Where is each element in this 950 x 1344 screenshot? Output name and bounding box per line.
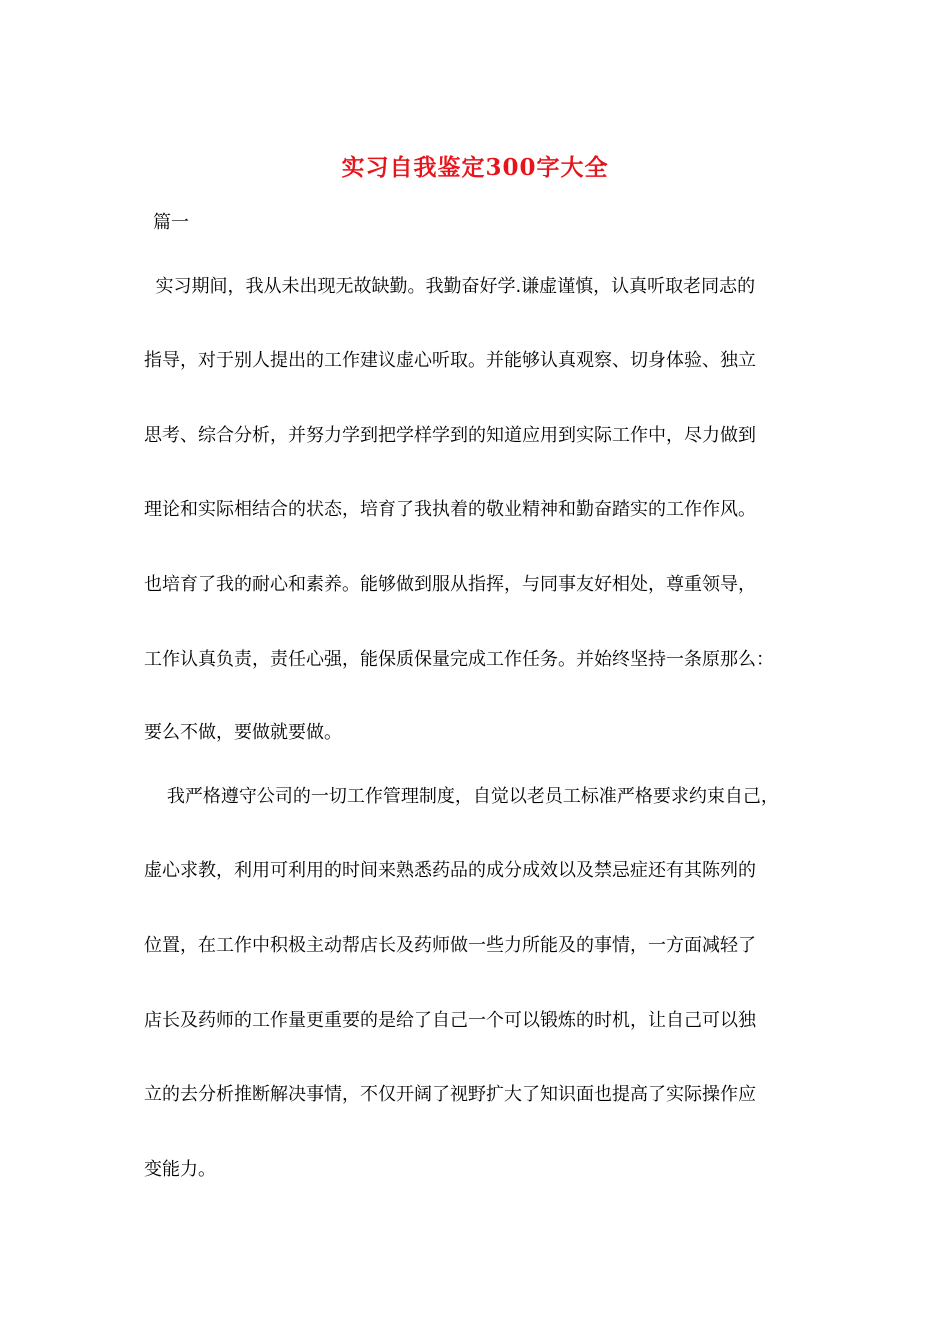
paragraph-line: 也培育了我的耐心和素养。能够做到服从指挥，与同事友好相处，尊重领导， [144,574,756,595]
paragraph-line: 指导，对于别人提出的工作建议虚心听取。并能够认真观察、切身体验、独立 [144,350,756,371]
paragraph-line: 理论和实际相结合的状态，培育了我执着的敬业精神和勤奋踏实的工作作风。 [144,499,756,520]
paragraph-line: 店长及药师的工作量更重要的是给了自己一个可以锻炼的时机，让自己可以独 [144,1010,756,1031]
paragraph-line: 实习期间，我从未出现无故缺勤。我勤奋好学.谦虚谨慎，认真听取老同志的 [144,276,756,297]
section-heading: 篇一 [153,212,189,233]
paragraph-line: 工作认真负责，责任心强，能保质保量完成工作任务。并始终坚持一条原那么： [144,649,774,670]
paragraph-line: 要么不做，要做就要做。 [144,722,342,743]
paragraph-line: 立的去分析推断解决事情，不仅开阔了视野扩大了知识面也提高了实际操作应 [144,1084,756,1105]
paragraph-line: 思考、综合分析，并努力学到把学样学到的知道应用到实际工作中，尽力做到 [144,425,756,446]
paragraph-line: 变能力。 [144,1159,216,1180]
paragraph-line: 位置，在工作中积极主动帮店长及药师做一些力所能及的事情，一方面减轻了 [144,935,756,956]
paragraph-line: 我严格遵守公司的一切工作管理制度，自觉以老员工标准严格要求约束自己， [144,786,779,807]
paragraph-line: 虚心求教，利用可利用的时间来熟悉药品的成分成效以及禁忌症还有其陈列的 [144,860,756,881]
document-title: 实习自我鉴定300字大全 [341,154,609,181]
